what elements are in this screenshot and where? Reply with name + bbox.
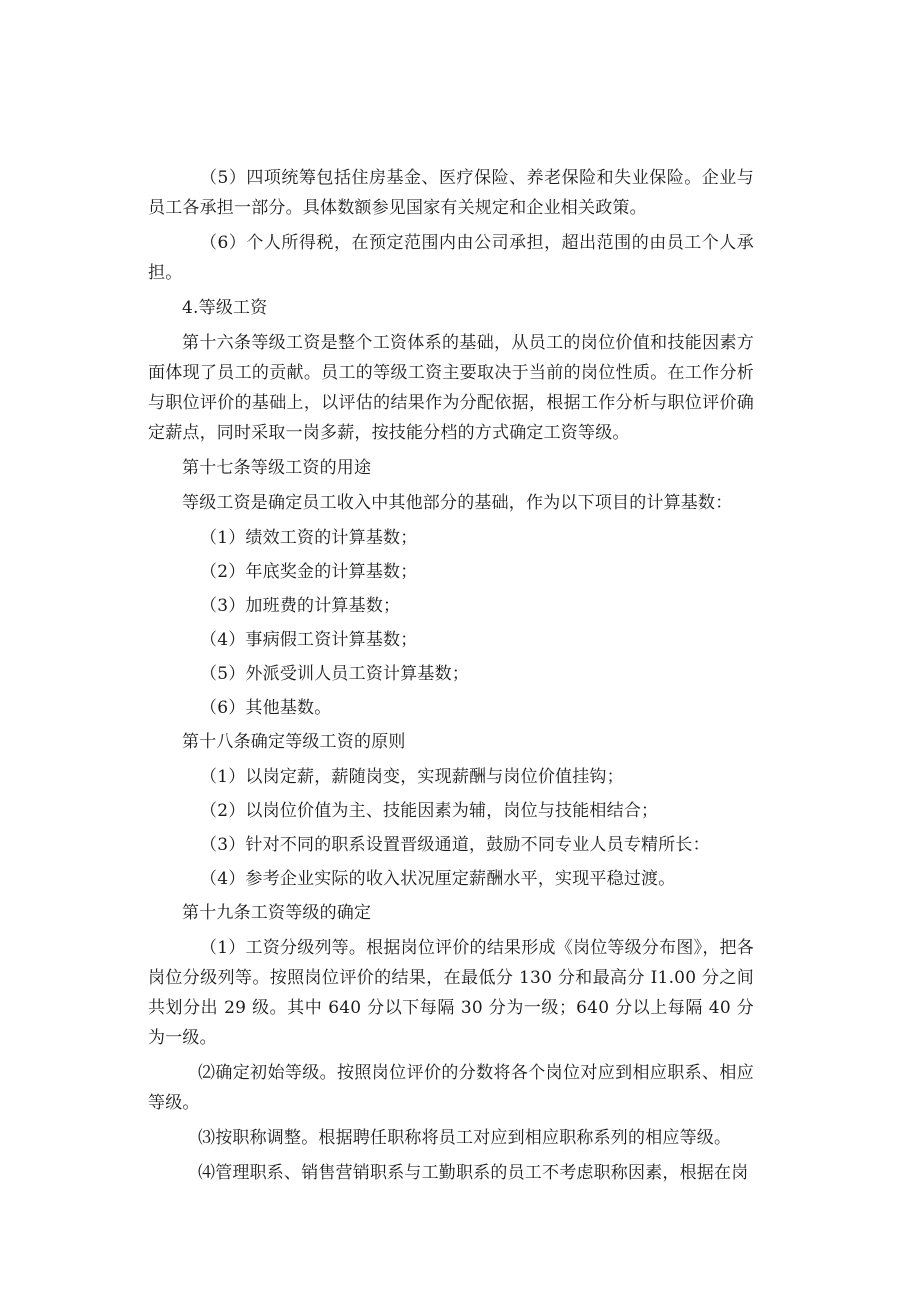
list-item: （5）外派受训人员工资计算基数； (200, 664, 470, 684)
article-16-paragraph: 第十六条等级工资是整个工资体系的基础，从员工的岗位价值和技能因素方面体现了员工的贡献。员工的等级工资主要取决于当前的岗位性质。在工作分析与职位评价的基础上，以评估的结果作为分配依据，根据工作分析与职位评价确定薪点，同时采取一岗多薪，按技能分档的方式确定工资等级。 (148, 333, 754, 443)
article-19-heading: 第十九条工资等级的确定 (182, 903, 372, 923)
paragraph-item-6-income-tax: （6）个人所得税，在预定范围内由公司承担，超出范围的由员工个人承担。 (148, 233, 754, 283)
list-item: （1）绩效工资的计算基数； (200, 528, 418, 548)
list-item: （6）其他基数。 (200, 698, 332, 718)
article-19-item-3: ⑶按职称调整。根据聘任职称将员工对应到相应职称系列的相应等级。 (198, 1128, 732, 1148)
article-19-item-4: ⑷管理职系、销售营销职系与工勤职系的员工不考虑职称因素，根据在岗 (198, 1163, 749, 1183)
list-item: （3）加班费的计算基数； (200, 596, 401, 616)
article-17-intro: 等级工资是确定员工收入中其他部分的基础，作为以下项目的计算基数： (182, 493, 733, 513)
article-18-heading: 第十八条确定等级工资的原则 (182, 732, 406, 752)
list-item: （4）参考企业实际的收入状况厘定薪酬水平，实现平稳过渡。 (200, 869, 676, 889)
list-item: （2）以岗位价值为主、技能因素为辅，岗位与技能相结合； (200, 801, 659, 821)
paragraph-item-5-insurance: （5）四项统筹包括住房基金、医疗保险、养老保险和失业保险。企业与员工各承担一部分。具体数额参见国家有关规定和企业相关政策。 (148, 168, 754, 218)
section-heading-grade-salary: 4.等级工资 (182, 298, 268, 318)
list-item: （2）年底奖金的计算基数； (200, 562, 418, 582)
document-body (148, 163, 754, 1193)
article-19-item-2: ⑵确定初始等级。按照岗位评价的分数将各个岗位对应到相应职系、相应等级。 (148, 1063, 754, 1113)
article-17-heading: 第十七条等级工资的用途 (182, 458, 372, 478)
article-19-item-1: （1）工资分级列等。根据岗位评价的结果形成《岗位等级分布图》，把各岗位分级列等。按照岗位评价的结果，在最低分 130 分和最高分 I1.00 分之间共划分出 29 级。其中 640 分以下每隔 30 分为一级；640 分以上每隔 40 分为一级。 (148, 938, 754, 1048)
list-item: （1）以岗定薪，薪随岗变，实现薪酬与岗位价值挂钩； (200, 767, 624, 787)
list-item: （3）针对不同的职系设置晋级通道，鼓励不同专业人员专精所长： (200, 835, 710, 855)
list-item: （4）事病假工资计算基数； (200, 630, 418, 650)
